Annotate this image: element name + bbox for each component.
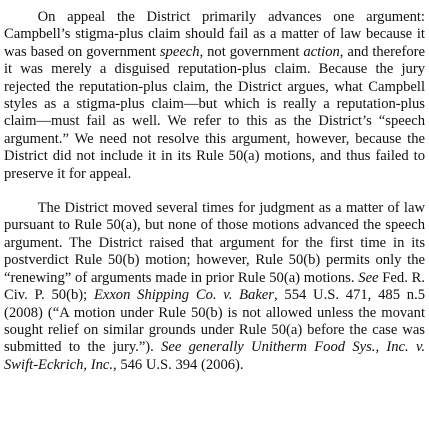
text-run: , 554 U.S. 471, 485 n.5 (2008) (“A motion under Rule 50(b) is not allowed unless the movant sought relief on similar grounds under Rule 50(a) before the case was submitted to the jury.”). bbox=[4, 287, 426, 356]
text-run: , 546 U.S. 394 (2006). bbox=[113, 356, 244, 373]
text-run: , and therefore it was merely a disguised reputation-plus claim. Because the jury rejected the reputation-plus claim, the District argues, what Campbell styles as a stigma-plus claim—but which is really a reputation-plus claim—must fail as well. We refer to this as the District’s “speech argument.” We need not resolve this argument, however, because the District did not include it in its Rule 50(a) motions, and thus failed to preserve it for appeal. bbox=[4, 43, 425, 182]
document-page bbox=[4, 9, 425, 374]
text-run: Fed. R. Civ. P. 50(b); bbox=[4, 269, 425, 304]
paragraph-rule-50 bbox=[4, 200, 425, 374]
paragraph-speech-argument bbox=[4, 9, 425, 183]
italic-text-run: action bbox=[303, 43, 340, 60]
case-citation: Exxon Shipping Co. v. Baker bbox=[93, 287, 274, 304]
text-run: , not government bbox=[199, 43, 304, 60]
italic-text-run: speech bbox=[159, 43, 200, 60]
case-citation: See generally Unitherm Food Sys., Inc. v. Swift-Eckrich, Inc. bbox=[4, 339, 426, 373]
text-run: On appeal the District primarily advances one argument: Campbell’s stigma-plus claim should fail as a matter of law because it was based on government bbox=[4, 9, 425, 60]
italic-text-run: See bbox=[358, 269, 379, 286]
text-run: The District moved several times for judgment as a matter of law pursuant to Rule 50(a), but none of those motions advanced the speech argument. The District raised that argument for the first time in its postverdict Rule 50(b) motion; however, Rule 50(b) permits only the “renewing” of arguments made in prior Rule 50(a) motions. bbox=[4, 200, 425, 286]
